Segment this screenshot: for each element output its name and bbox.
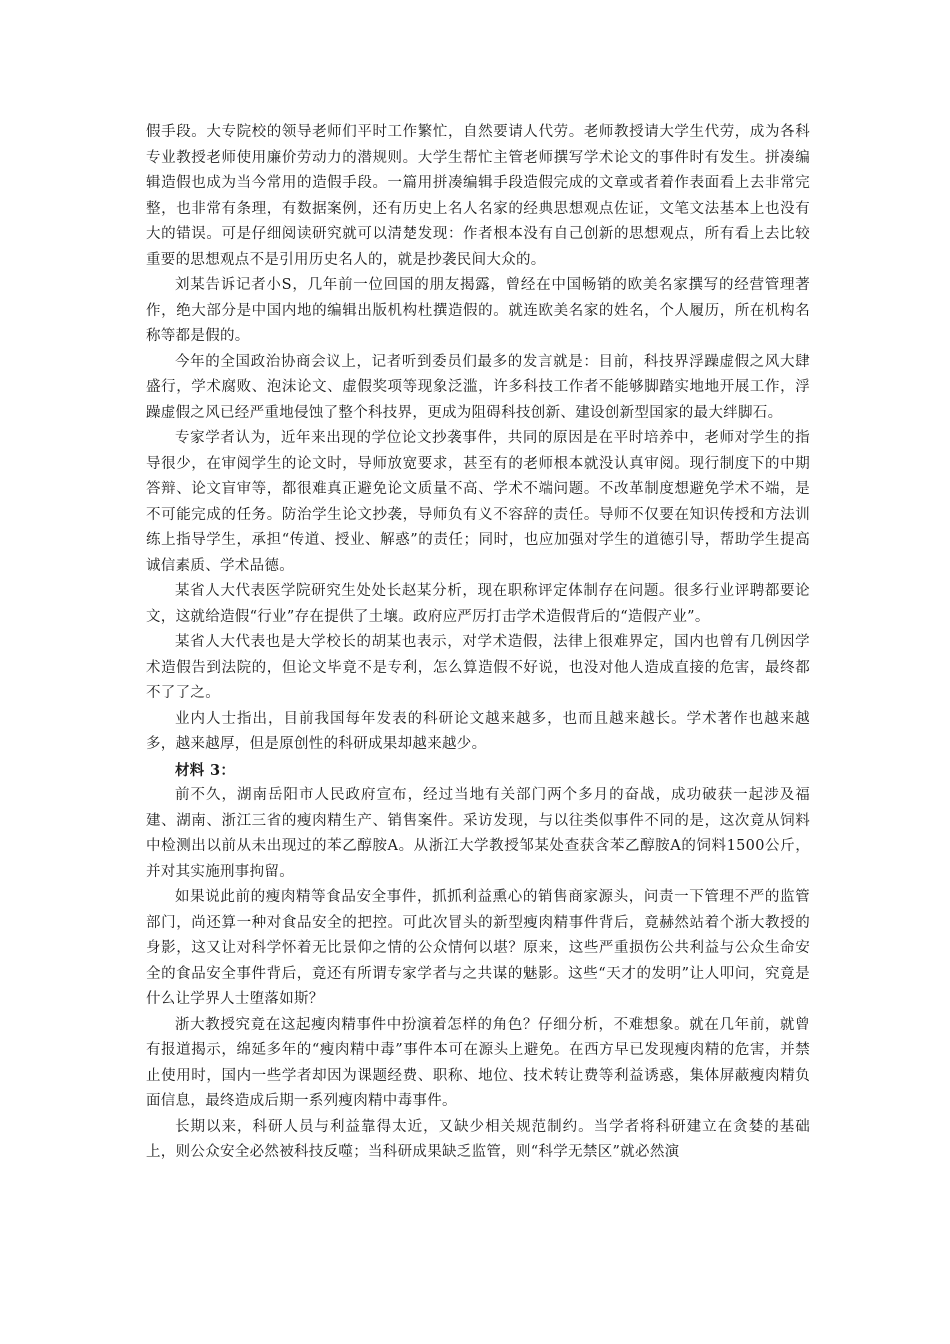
paragraph-10: 浙大教授究竟在这起瘦肉精事件中扮演着怎样的角色？仔细分析，不难想象。就在几年前，就曾有报道揭示，绵延多年的“瘦肉精中毒”事件本可在源头上避免。在西方早已发现瘦肉精的危害，并禁止使用时，国内一些学者却因为课题经费、职称、地位、技术转让费等利益诱惑，集体屏蔽瘦肉精负面信息，最终造成后期一系列瘦肉精中毒事件。 — [146, 1016, 810, 1109]
paragraph-4: 专家学者认为，近年来出现的学位论文抄袭事件，共同的原因是在平时培养中，老师对学生的指导很少，在审阅学生的论文时，导师放宽要求，甚至有的老师根本就没认真审阅。现行制度下的中期答辩、论文盲审等，都很难真正避免论文质量不高、学术不端问题。不改革制度想避免学术不端，是不可能完成的任务。防治学生论文抄袭，导师负有义不容辞的责任。导师不仅要在知识传授和方法训练上指导学生，承担“传道、授业、解惑”的责任；同时，也应加强对学生的道德引导，帮助学生提高诚信素质、学术品德。 — [146, 430, 810, 574]
paragraph-8: 前不久，湖南岳阳市人民政府宣布，经过当地有关部门两个多月的奋战，成功破获一起涉及福建、湖南、浙江三省的瘦肉精生产、销售案件。采访发现，与以往类似事件不同的是，这次竟从饲料中检测出以前从未出现过的苯乙醇胺A。从浙江大学教授邹某处查获含苯乙醇胺A的饲料1500公斤，并对其实施刑事拘留。 — [146, 787, 810, 880]
paragraph-5: 某省人大代表医学院研究生处处长赵某分析，现在职称评定体制存在问题。很多行业评聘都要论文，这就给造假“行业”存在提供了土壤。政府应严厉打击学术造假背后的“造假产业”。 — [146, 583, 810, 625]
paragraph-11: 长期以来，科研人员与利益靠得太近，又缺少相关规范制约。当学者将科研建立在贪婪的基础上，则公众安全必然被科技反噬；当科研成果缺乏监管，则“科学无禁区”就必然演 — [146, 1118, 810, 1160]
paragraph-3: 今年的全国政治协商会议上，记者听到委员们最多的发言就是：目前，科技界浮躁虚假之风大肆盛行，学术腐败、泡沫论文、虚假奖项等现象泛滥，许多科技工作者不能够脚踏实地地开展工作，浮躁虚假之风已经严重地侵蚀了整个科技界，更成为阻碍科技创新、建设创新型国家的最大绊脚石。 — [146, 353, 810, 421]
paragraph-6: 某省人大代表也是大学校长的胡某也表示，对学术造假，法律上很难界定，国内也曾有几例因学术造假告到法院的，但论文毕竟不是专利，怎么算造假不好说，也没对他人造成直接的危害，最终都不了了之。 — [146, 634, 810, 701]
document-page — [146, 120, 810, 1166]
paragraph-9: 如果说此前的瘦肉精等食品安全事件，抓抓利益熏心的销售商家源头，问责一下管理不严的监管部门，尚还算一种对食品安全的把控。可此次冒头的新型瘦肉精事件背后，竟赫然站着个浙大教授的身影，这又让对科学怀着无比景仰之情的公众情何以堪？原来，这些严重损伤公共利益与公众生命安全的食品安全事件背后，竟还有所谓专家学者与之共谋的魅影。这些“天才的发明”让人叩问，究竟是什么让学界人士堕落如斯？ — [146, 889, 810, 1007]
paragraph-2: 刘某告诉记者小S，几年前一位回国的朋友揭露，曾经在中国畅销的欧美名家撰写的经营管理著作，绝大部分是中国内地的编辑出版机构杜撰造假的。就连欧美名家的姓名，个人履历，所在机构名称等都是假的。 — [146, 277, 810, 344]
paragraph-1: 假手段。大专院校的领导老师们平时工作繁忙，自然要请人代劳。老师教授请大学生代劳，成为各科专业教授老师使用廉价劳动力的潜规则。大学生帮忙主管老师撰写学术论文的事件时有发生。拼凑编辑造假也成为当今常用的造假手段。一篇用拼凑编辑手段造假完成的文章或者着作表面看上去非常完整，也非常有条理，有数据案例，还有历史上名人名家的经典思想观点佐证，文笔文法基本上也没有大的错误。可是仔细阅读研究就可以清楚发现：作者根本没有自己创新的思想观点，所有看上去比较重要的思想观点不是引用历史名人的，就是抄袭民间大众的。 — [146, 124, 810, 268]
section-heading-material-3: 材料 3： — [175, 761, 236, 779]
paragraph-7: 业内人士指出，目前我国每年发表的科研论文越来越多，也而且越来越长。学术著作也越来越多，越来越厚，但是原创性的科研成果却越来越少。 — [146, 710, 810, 752]
